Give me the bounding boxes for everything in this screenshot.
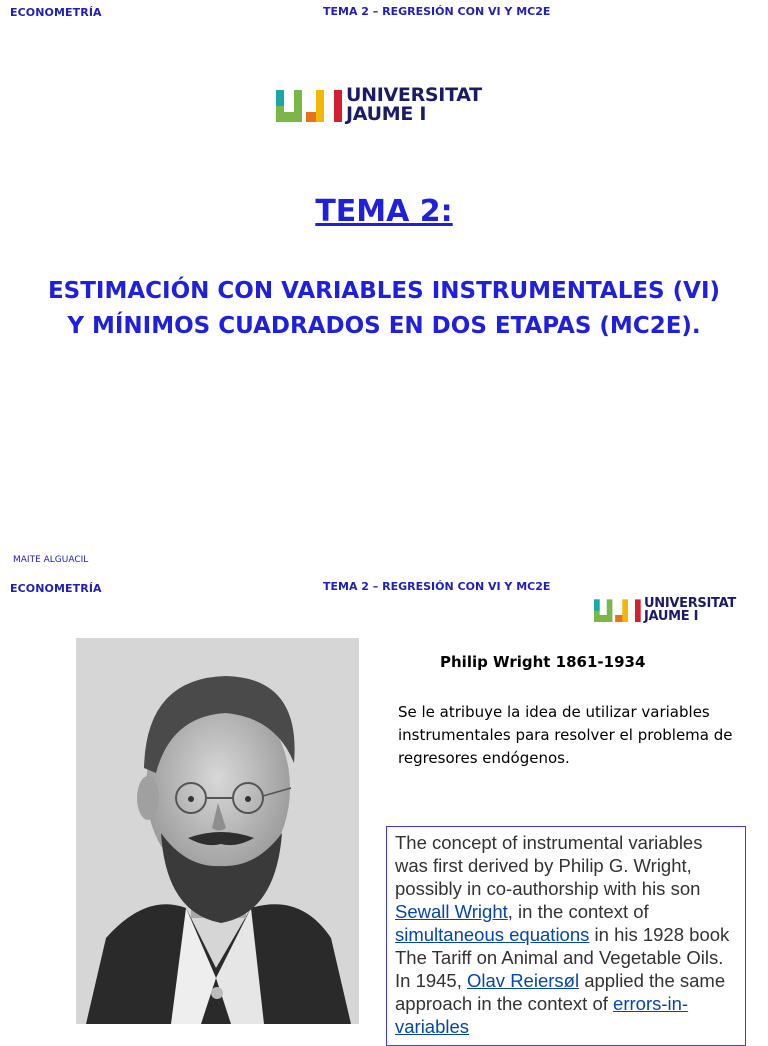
description-text: Se le atribuye la idea de utilizar variables instrumentales para resolver el problema de regresores endógenos. xyxy=(398,703,733,767)
wiki-text-3: in his 1928 book The Tariff on Animal and Vegetable Oils. In 1945, xyxy=(395,924,730,991)
person-title: Philip Wright 1861-1934 xyxy=(440,653,646,671)
philip-wright-portrait xyxy=(76,638,359,1024)
slide1-header-left: ECONOMETRÍA xyxy=(10,6,102,19)
slide2-logo-line2: JAUME I xyxy=(644,609,699,624)
slide2-header-center: TEMA 2 – REGRESIÓN CON VI Y MC2E xyxy=(323,580,551,593)
slide1-subtitle xyxy=(30,274,738,344)
link-sewall-wright[interactable]: Sewall Wright xyxy=(395,901,508,922)
wikipedia-excerpt xyxy=(386,826,746,1046)
slide1-subtitle-line2: Y MÍNIMOS CUADRADOS EN DOS ETAPAS (MC2E). xyxy=(67,313,701,339)
wiki-text-4: applied the same approach in the context of xyxy=(395,970,726,1014)
slide1-subtitle-line1: ESTIMACIÓN CON VARIABLES INSTRUMENTALES (VI) xyxy=(47,278,721,304)
link-olav-reiersol[interactable]: Olav Reiersøl xyxy=(467,970,580,991)
slide1-logo-line1: UNIVERSITAT xyxy=(346,84,482,106)
slide2-university-logo xyxy=(594,596,736,624)
slide1-title: TEMA 2: xyxy=(315,194,453,229)
portrait-photo-icon xyxy=(76,638,359,1024)
slide2-header-left: ECONOMETRÍA xyxy=(10,582,102,595)
slide2-logo-line1: UNIVERSITAT xyxy=(644,596,736,611)
slide1-author: MAITE ALGUACIL xyxy=(13,555,89,565)
slide1-logo-line2: JAUME I xyxy=(346,103,427,125)
wiki-text-2: , in the context of xyxy=(507,901,649,922)
slide1-header-center: TEMA 2 – REGRESIÓN CON VI Y MC2E xyxy=(323,5,551,18)
link-simultaneous-equations[interactable]: simultaneous equations xyxy=(395,924,590,945)
wiki-text-1: The concept of instrumental variables was first derived by Philip G. Wright, possibly in co-authorship with his son xyxy=(395,832,703,899)
link-errors-in-variables[interactable]: errors-in-variables xyxy=(395,993,689,1037)
slide1-university-logo xyxy=(276,86,482,124)
